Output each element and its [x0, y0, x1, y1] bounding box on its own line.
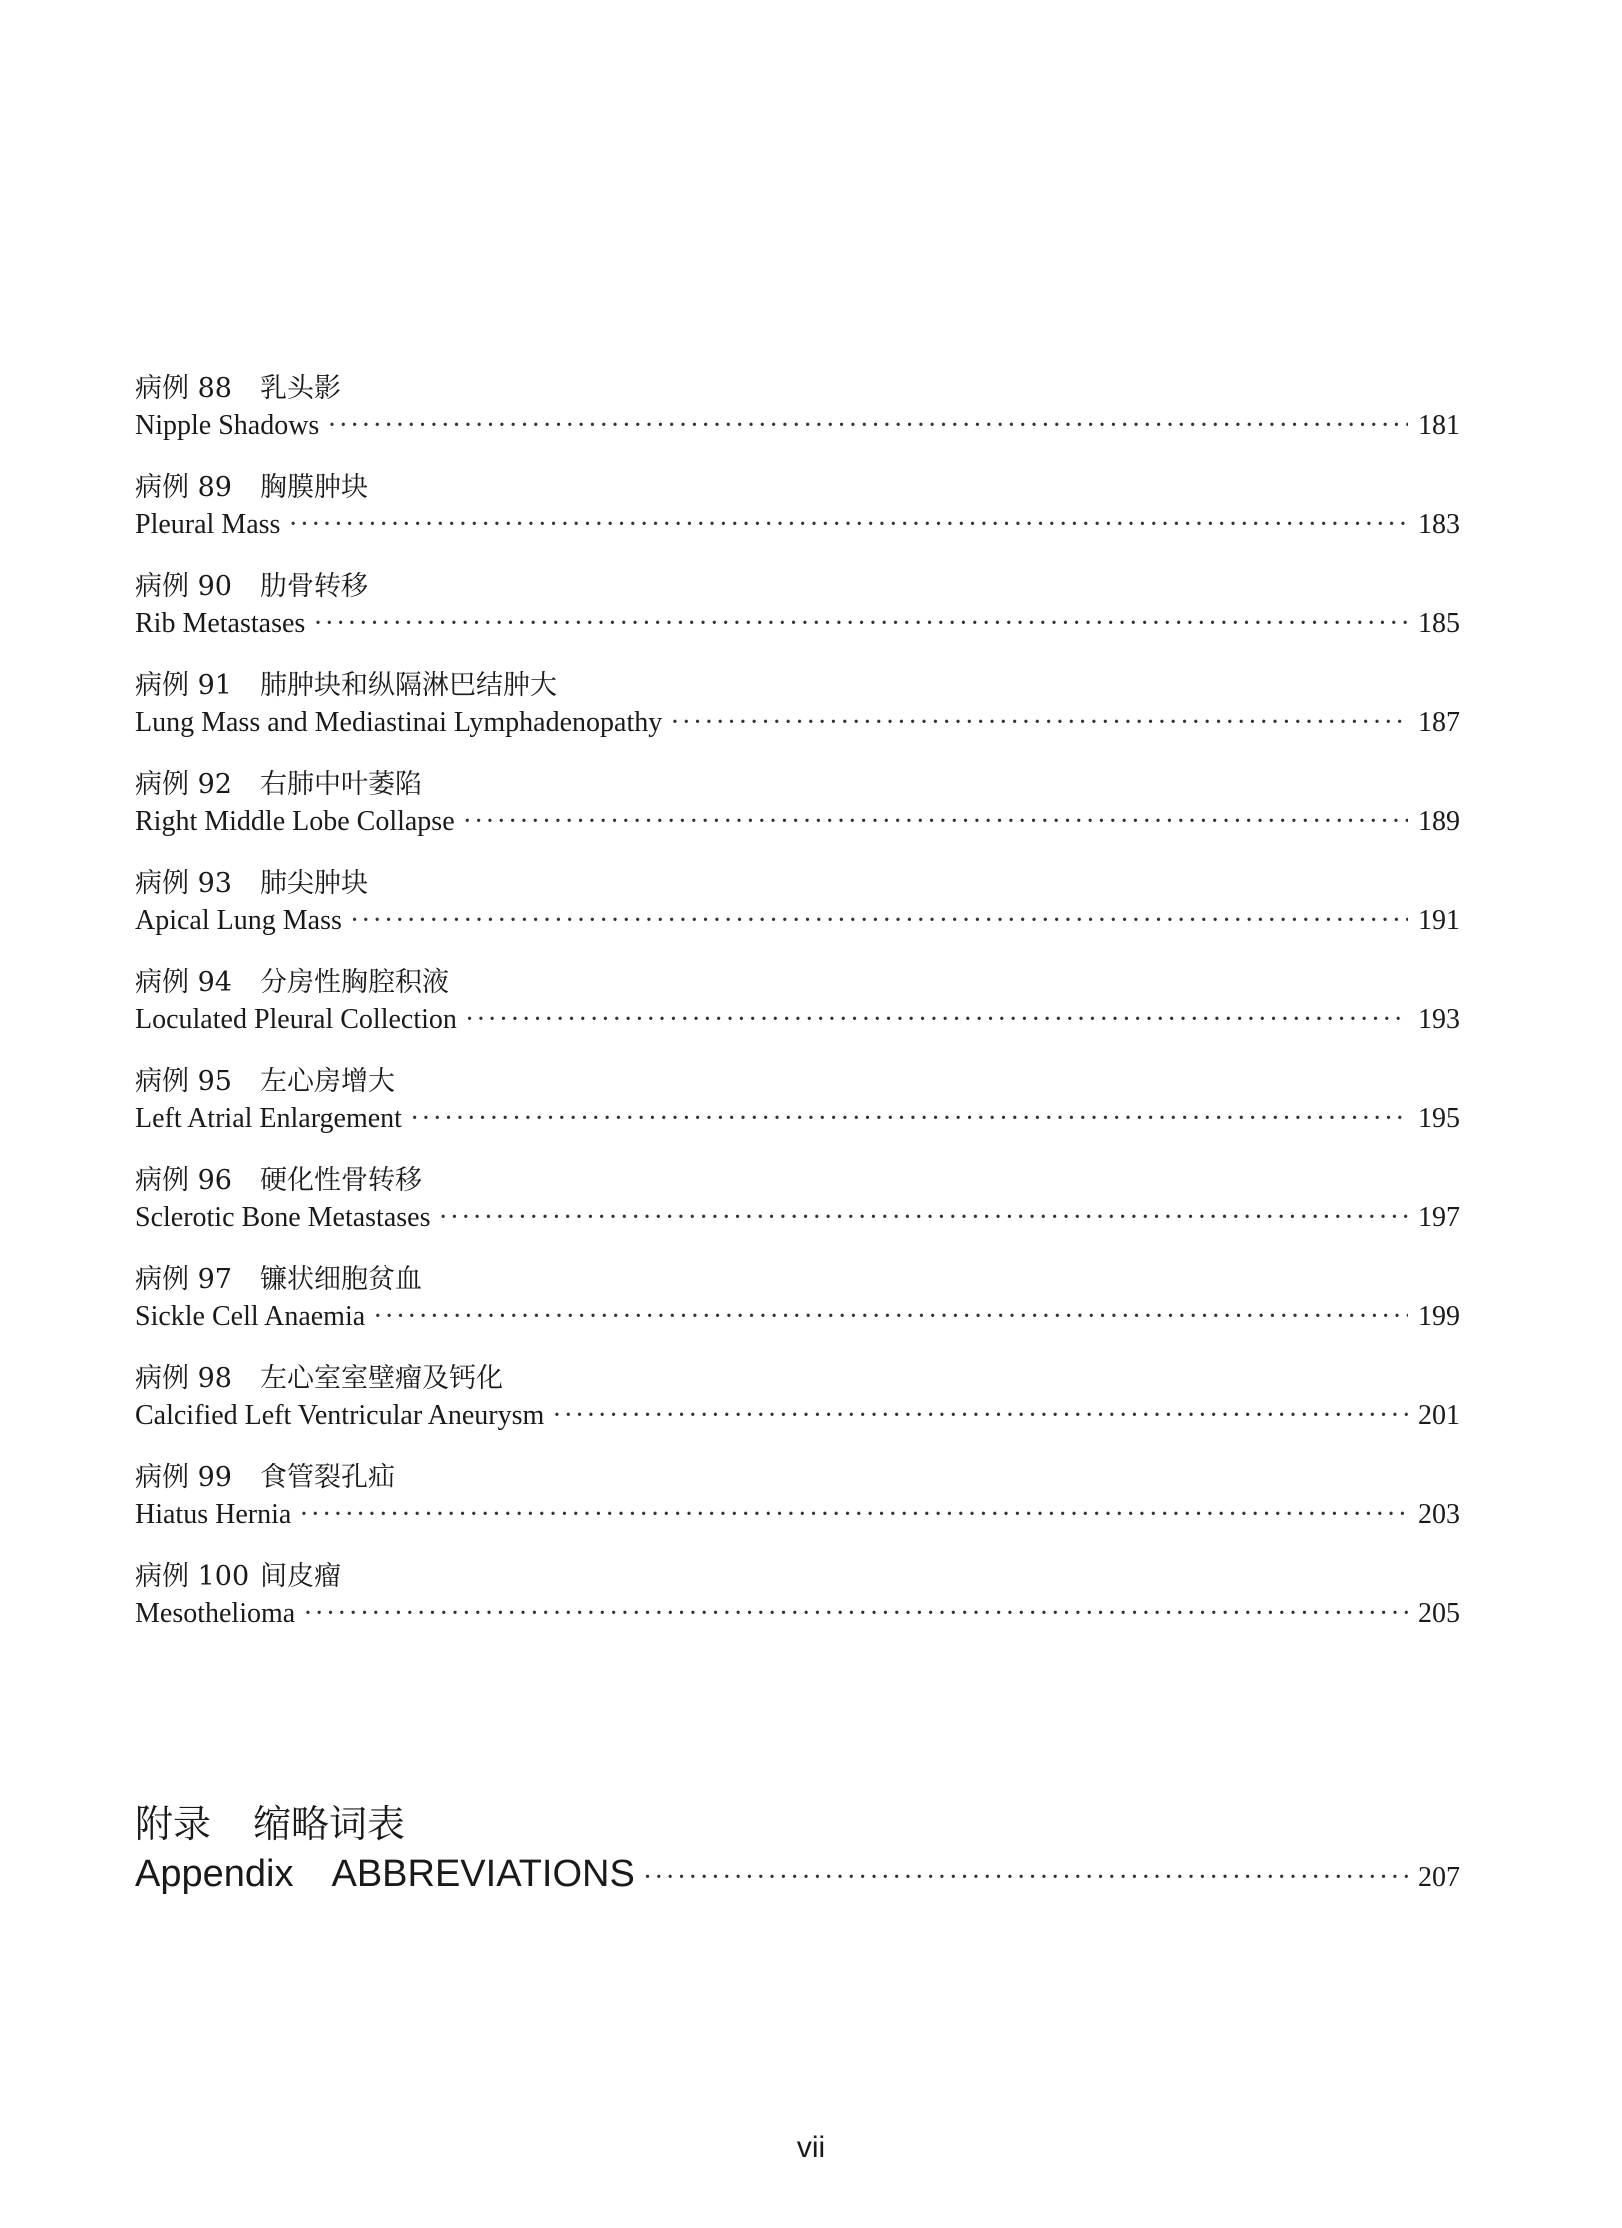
en-heading — [135, 1594, 1460, 1634]
dot-leader — [463, 802, 1408, 842]
case-number: 病例 96 — [135, 1165, 232, 1196]
case-number: 病例 97 — [135, 1264, 232, 1295]
en-title: Mesothelioma — [135, 1598, 296, 1629]
page-number: 203 — [1418, 1499, 1460, 1530]
dot-leader — [410, 1099, 1408, 1139]
en-heading — [135, 1198, 1460, 1238]
case-number: 病例 100 — [135, 1561, 250, 1592]
toc-entry-95[interactable] — [135, 1065, 1460, 1139]
case-number: 病例 98 — [135, 1363, 232, 1394]
page-number: 189 — [1418, 806, 1460, 837]
page-number: 191 — [1418, 905, 1460, 936]
page-number: 185 — [1418, 608, 1460, 639]
appendix-en-title — [135, 1848, 643, 1900]
cn-heading — [135, 1461, 1460, 1495]
toc-entry-96[interactable] — [135, 1164, 1460, 1238]
page-number: 195 — [1418, 1103, 1460, 1134]
case-number: 病例 88 — [135, 373, 232, 404]
dot-leader — [313, 604, 1408, 644]
dot-leader — [299, 1495, 1408, 1535]
appendix-en-name: ABBREVIATIONS — [331, 1853, 635, 1895]
cn-heading — [135, 570, 1460, 604]
appendix-cn-title: 缩略词表 — [253, 1802, 406, 1846]
toc-entry-appendix[interactable] — [135, 1800, 1460, 1900]
toc-entry-94[interactable] — [135, 966, 1460, 1040]
toc-entry-91[interactable] — [135, 669, 1460, 743]
en-heading — [135, 1297, 1460, 1337]
en-title: Calcified Left Ventricular Aneurysm — [135, 1400, 545, 1431]
case-number: 病例 99 — [135, 1462, 232, 1493]
dot-leader — [670, 703, 1408, 743]
dot-leader — [303, 1594, 1408, 1634]
en-title: Nipple Shadows — [135, 410, 320, 441]
cn-title: 硬化性骨转移 — [260, 1165, 422, 1196]
en-heading — [135, 1099, 1460, 1139]
cn-heading — [135, 1263, 1460, 1297]
dot-leader — [552, 1396, 1408, 1436]
dot-leader — [438, 1198, 1408, 1238]
appendix-en-prefix: Appendix — [135, 1853, 294, 1895]
en-heading — [135, 703, 1460, 743]
case-number: 病例 93 — [135, 868, 232, 899]
en-title: Sickle Cell Anaemia — [135, 1301, 366, 1332]
case-number: 病例 90 — [135, 571, 232, 602]
case-number: 病例 89 — [135, 472, 232, 503]
appendix-cn-heading — [135, 1800, 1460, 1848]
cn-heading — [135, 1362, 1460, 1396]
en-heading — [135, 1495, 1460, 1535]
en-title: Loculated Pleural Collection — [135, 1004, 457, 1035]
cn-heading — [135, 669, 1460, 703]
toc-entry-88[interactable] — [135, 372, 1460, 446]
page-number: 197 — [1418, 1202, 1460, 1233]
cn-title: 分房性胸腔积液 — [260, 967, 449, 998]
cn-title: 食管裂孔疝 — [260, 1462, 395, 1493]
en-heading — [135, 406, 1460, 446]
toc-entry-90[interactable] — [135, 570, 1460, 644]
en-title: Left Atrial Enlargement — [135, 1103, 402, 1134]
cn-heading — [135, 372, 1460, 406]
cn-title: 镰状细胞贫血 — [260, 1264, 422, 1295]
cn-title: 左心房增大 — [260, 1066, 395, 1097]
cn-title: 肺尖肿块 — [260, 868, 368, 899]
dot-leader — [327, 406, 1408, 446]
page-number: 201 — [1418, 1400, 1460, 1431]
cn-title: 胸膜肿块 — [260, 472, 368, 503]
table-of-contents — [135, 372, 1460, 1659]
en-title: Rib Metastases — [135, 608, 306, 639]
cn-title: 间皮瘤 — [260, 1561, 341, 1592]
page-number: 207 — [1418, 1862, 1460, 1893]
toc-entry-92[interactable] — [135, 768, 1460, 842]
case-number: 病例 95 — [135, 1066, 232, 1097]
cn-title: 肋骨转移 — [260, 571, 368, 602]
page-number: 187 — [1418, 707, 1460, 738]
cn-heading — [135, 768, 1460, 802]
en-heading — [135, 802, 1460, 842]
case-number: 病例 91 — [135, 670, 232, 701]
cn-title: 左心室室壁瘤及钙化 — [260, 1363, 503, 1394]
toc-entry-98[interactable] — [135, 1362, 1460, 1436]
en-heading — [135, 1396, 1460, 1436]
toc-entry-100[interactable] — [135, 1560, 1460, 1634]
en-heading — [135, 901, 1460, 941]
dot-leader — [350, 901, 1408, 941]
case-number: 病例 94 — [135, 967, 232, 998]
en-heading — [135, 604, 1460, 644]
page-number: 183 — [1418, 509, 1460, 540]
en-title: Lung Mass and Mediastinai Lymphadenopathy — [135, 707, 663, 738]
toc-entry-89[interactable] — [135, 471, 1460, 545]
en-title: Pleural Mass — [135, 509, 281, 540]
toc-entry-93[interactable] — [135, 867, 1460, 941]
dot-leader — [373, 1297, 1408, 1337]
cn-heading — [135, 966, 1460, 1000]
page-folio: vii — [796, 2131, 826, 2164]
cn-heading — [135, 1164, 1460, 1198]
cn-title: 乳头影 — [260, 373, 341, 404]
case-number: 病例 92 — [135, 769, 232, 800]
page-number: 181 — [1418, 410, 1460, 441]
cn-heading — [135, 471, 1460, 505]
cn-heading — [135, 867, 1460, 901]
en-title: Hiatus Hernia — [135, 1499, 292, 1530]
cn-heading — [135, 1065, 1460, 1099]
toc-entry-97[interactable] — [135, 1263, 1460, 1337]
dot-leader — [643, 1852, 1408, 1904]
en-heading — [135, 1000, 1460, 1040]
en-heading — [135, 505, 1460, 545]
appendix-en-heading — [135, 1848, 1460, 1900]
cn-title: 右肺中叶萎陷 — [260, 769, 422, 800]
page-number: 199 — [1418, 1301, 1460, 1332]
dot-leader — [288, 505, 1408, 545]
page-number: 205 — [1418, 1598, 1460, 1629]
en-title: Apical Lung Mass — [135, 905, 342, 936]
en-title: Sclerotic Bone Metastases — [135, 1202, 431, 1233]
dot-leader — [465, 1000, 1408, 1040]
appendix-cn-prefix: 附录 — [135, 1802, 212, 1846]
cn-title: 肺肿块和纵隔淋巴结肿大 — [260, 670, 557, 701]
toc-entry-99[interactable] — [135, 1461, 1460, 1535]
page-number: 193 — [1418, 1004, 1460, 1035]
en-title: Right Middle Lobe Collapse — [135, 806, 455, 837]
cn-heading — [135, 1560, 1460, 1594]
